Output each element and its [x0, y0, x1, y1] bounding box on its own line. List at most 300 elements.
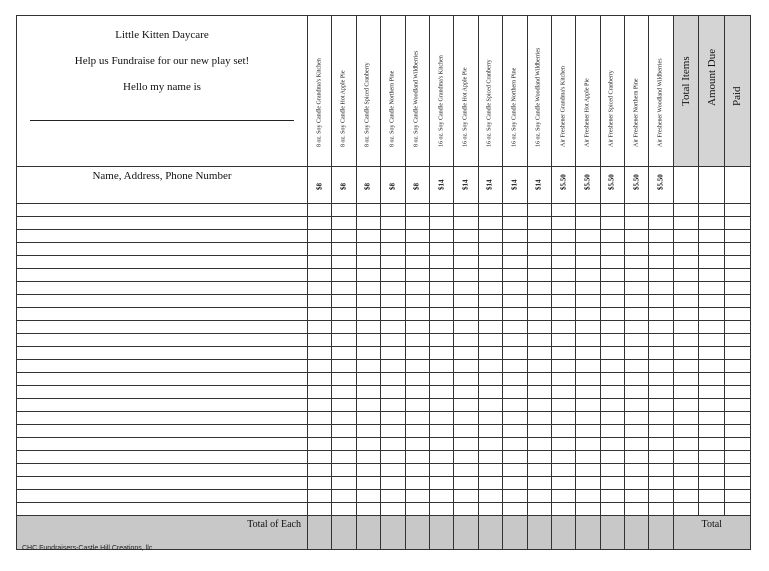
quantity-entry-cell[interactable]: [600, 490, 624, 503]
quantity-entry-cell[interactable]: [600, 425, 624, 438]
quantity-entry-cell[interactable]: [381, 321, 405, 334]
quantity-entry-cell[interactable]: [308, 321, 332, 334]
summary-blank-cell[interactable]: [673, 167, 699, 204]
quantity-entry-cell[interactable]: [308, 230, 332, 243]
quantity-entry-cell[interactable]: [527, 308, 551, 321]
quantity-entry-cell[interactable]: [625, 217, 649, 230]
quantity-entry-cell[interactable]: [649, 399, 673, 412]
quantity-entry-cell[interactable]: [527, 230, 551, 243]
quantity-entry-cell[interactable]: [429, 490, 453, 503]
quantity-entry-cell[interactable]: [332, 243, 356, 256]
quantity-entry-cell[interactable]: [551, 399, 575, 412]
quantity-entry-cell[interactable]: [625, 503, 649, 516]
quantity-entry-cell[interactable]: [429, 243, 453, 256]
quantity-entry-cell[interactable]: [381, 490, 405, 503]
customer-entry-cell[interactable]: [17, 269, 308, 282]
quantity-entry-cell[interactable]: [649, 386, 673, 399]
quantity-entry-cell[interactable]: [332, 438, 356, 451]
customer-entry-cell[interactable]: [17, 256, 308, 269]
quantity-entry-cell[interactable]: [503, 464, 527, 477]
quantity-entry-cell[interactable]: [503, 217, 527, 230]
quantity-entry-cell[interactable]: [600, 503, 624, 516]
quantity-entry-cell[interactable]: [503, 360, 527, 373]
quantity-entry-cell[interactable]: [454, 347, 478, 360]
quantity-entry-cell[interactable]: [527, 386, 551, 399]
quantity-entry-cell[interactable]: [725, 477, 751, 490]
quantity-entry-cell[interactable]: [625, 269, 649, 282]
quantity-entry-cell[interactable]: [356, 204, 380, 217]
quantity-entry-cell[interactable]: [503, 503, 527, 516]
quantity-entry-cell[interactable]: [527, 334, 551, 347]
quantity-entry-cell[interactable]: [625, 451, 649, 464]
quantity-entry-cell[interactable]: [405, 256, 429, 269]
quantity-entry-cell[interactable]: [405, 490, 429, 503]
quantity-entry-cell[interactable]: [478, 399, 502, 412]
quantity-entry-cell[interactable]: [625, 412, 649, 425]
quantity-entry-cell[interactable]: [332, 282, 356, 295]
quantity-entry-cell[interactable]: [576, 217, 600, 230]
quantity-entry-cell[interactable]: [649, 308, 673, 321]
customer-entry-cell[interactable]: [17, 360, 308, 373]
quantity-entry-cell[interactable]: [625, 256, 649, 269]
quantity-entry-cell[interactable]: [503, 347, 527, 360]
quantity-entry-cell[interactable]: [551, 269, 575, 282]
quantity-entry-cell[interactable]: [673, 347, 699, 360]
customer-entry-cell[interactable]: [17, 217, 308, 230]
quantity-entry-cell[interactable]: [356, 477, 380, 490]
quantity-entry-cell[interactable]: [725, 490, 751, 503]
quantity-entry-cell[interactable]: [699, 347, 725, 360]
quantity-entry-cell[interactable]: [699, 360, 725, 373]
quantity-entry-cell[interactable]: [600, 412, 624, 425]
product-total-cell[interactable]: [332, 516, 356, 550]
quantity-entry-cell[interactable]: [429, 321, 453, 334]
customer-entry-cell[interactable]: [17, 282, 308, 295]
quantity-entry-cell[interactable]: [725, 464, 751, 477]
quantity-entry-cell[interactable]: [405, 438, 429, 451]
quantity-entry-cell[interactable]: [673, 321, 699, 334]
quantity-entry-cell[interactable]: [405, 386, 429, 399]
quantity-entry-cell[interactable]: [527, 399, 551, 412]
quantity-entry-cell[interactable]: [725, 295, 751, 308]
product-total-cell[interactable]: [576, 516, 600, 550]
quantity-entry-cell[interactable]: [600, 334, 624, 347]
quantity-entry-cell[interactable]: [625, 334, 649, 347]
quantity-entry-cell[interactable]: [503, 256, 527, 269]
quantity-entry-cell[interactable]: [600, 386, 624, 399]
quantity-entry-cell[interactable]: [673, 425, 699, 438]
quantity-entry-cell[interactable]: [649, 217, 673, 230]
quantity-entry-cell[interactable]: [429, 295, 453, 308]
quantity-entry-cell[interactable]: [332, 269, 356, 282]
quantity-entry-cell[interactable]: [503, 295, 527, 308]
quantity-entry-cell[interactable]: [649, 490, 673, 503]
quantity-entry-cell[interactable]: [576, 360, 600, 373]
quantity-entry-cell[interactable]: [625, 230, 649, 243]
quantity-entry-cell[interactable]: [356, 217, 380, 230]
quantity-entry-cell[interactable]: [381, 477, 405, 490]
quantity-entry-cell[interactable]: [381, 451, 405, 464]
quantity-entry-cell[interactable]: [356, 360, 380, 373]
quantity-entry-cell[interactable]: [429, 412, 453, 425]
quantity-entry-cell[interactable]: [381, 243, 405, 256]
quantity-entry-cell[interactable]: [454, 477, 478, 490]
quantity-entry-cell[interactable]: [356, 399, 380, 412]
quantity-entry-cell[interactable]: [649, 321, 673, 334]
quantity-entry-cell[interactable]: [356, 347, 380, 360]
quantity-entry-cell[interactable]: [600, 321, 624, 334]
quantity-entry-cell[interactable]: [454, 295, 478, 308]
quantity-entry-cell[interactable]: [600, 347, 624, 360]
quantity-entry-cell[interactable]: [454, 464, 478, 477]
quantity-entry-cell[interactable]: [551, 438, 575, 451]
quantity-entry-cell[interactable]: [673, 438, 699, 451]
quantity-entry-cell[interactable]: [551, 425, 575, 438]
quantity-entry-cell[interactable]: [699, 308, 725, 321]
customer-entry-cell[interactable]: [17, 334, 308, 347]
quantity-entry-cell[interactable]: [673, 412, 699, 425]
quantity-entry-cell[interactable]: [429, 256, 453, 269]
quantity-entry-cell[interactable]: [649, 295, 673, 308]
quantity-entry-cell[interactable]: [478, 477, 502, 490]
quantity-entry-cell[interactable]: [308, 477, 332, 490]
quantity-entry-cell[interactable]: [649, 204, 673, 217]
quantity-entry-cell[interactable]: [503, 412, 527, 425]
quantity-entry-cell[interactable]: [454, 269, 478, 282]
quantity-entry-cell[interactable]: [381, 295, 405, 308]
quantity-entry-cell[interactable]: [332, 386, 356, 399]
quantity-entry-cell[interactable]: [551, 334, 575, 347]
quantity-entry-cell[interactable]: [356, 282, 380, 295]
customer-entry-cell[interactable]: [17, 425, 308, 438]
customer-entry-cell[interactable]: [17, 451, 308, 464]
quantity-entry-cell[interactable]: [673, 360, 699, 373]
quantity-entry-cell[interactable]: [699, 386, 725, 399]
quantity-entry-cell[interactable]: [308, 269, 332, 282]
quantity-entry-cell[interactable]: [478, 464, 502, 477]
quantity-entry-cell[interactable]: [649, 373, 673, 386]
quantity-entry-cell[interactable]: [600, 438, 624, 451]
quantity-entry-cell[interactable]: [673, 269, 699, 282]
quantity-entry-cell[interactable]: [478, 373, 502, 386]
customer-entry-cell[interactable]: [17, 204, 308, 217]
quantity-entry-cell[interactable]: [673, 334, 699, 347]
quantity-entry-cell[interactable]: [454, 425, 478, 438]
quantity-entry-cell[interactable]: [527, 477, 551, 490]
quantity-entry-cell[interactable]: [649, 360, 673, 373]
quantity-entry-cell[interactable]: [699, 282, 725, 295]
quantity-entry-cell[interactable]: [725, 399, 751, 412]
summary-blank-cell[interactable]: [725, 167, 751, 204]
quantity-entry-cell[interactable]: [356, 269, 380, 282]
product-total-cell[interactable]: [356, 516, 380, 550]
quantity-entry-cell[interactable]: [429, 204, 453, 217]
quantity-entry-cell[interactable]: [551, 230, 575, 243]
quantity-entry-cell[interactable]: [725, 321, 751, 334]
quantity-entry-cell[interactable]: [625, 425, 649, 438]
quantity-entry-cell[interactable]: [405, 347, 429, 360]
quantity-entry-cell[interactable]: [649, 425, 673, 438]
quantity-entry-cell[interactable]: [332, 503, 356, 516]
quantity-entry-cell[interactable]: [405, 217, 429, 230]
quantity-entry-cell[interactable]: [551, 243, 575, 256]
quantity-entry-cell[interactable]: [699, 399, 725, 412]
quantity-entry-cell[interactable]: [725, 282, 751, 295]
quantity-entry-cell[interactable]: [600, 477, 624, 490]
quantity-entry-cell[interactable]: [381, 399, 405, 412]
quantity-entry-cell[interactable]: [649, 269, 673, 282]
quantity-entry-cell[interactable]: [429, 360, 453, 373]
quantity-entry-cell[interactable]: [356, 438, 380, 451]
quantity-entry-cell[interactable]: [405, 230, 429, 243]
quantity-entry-cell[interactable]: [478, 204, 502, 217]
quantity-entry-cell[interactable]: [332, 217, 356, 230]
quantity-entry-cell[interactable]: [600, 373, 624, 386]
quantity-entry-cell[interactable]: [356, 321, 380, 334]
quantity-entry-cell[interactable]: [454, 230, 478, 243]
quantity-entry-cell[interactable]: [527, 451, 551, 464]
quantity-entry-cell[interactable]: [551, 295, 575, 308]
quantity-entry-cell[interactable]: [503, 451, 527, 464]
quantity-entry-cell[interactable]: [527, 295, 551, 308]
quantity-entry-cell[interactable]: [551, 282, 575, 295]
quantity-entry-cell[interactable]: [699, 243, 725, 256]
quantity-entry-cell[interactable]: [405, 308, 429, 321]
quantity-entry-cell[interactable]: [673, 243, 699, 256]
quantity-entry-cell[interactable]: [725, 503, 751, 516]
customer-entry-cell[interactable]: [17, 399, 308, 412]
quantity-entry-cell[interactable]: [527, 321, 551, 334]
quantity-entry-cell[interactable]: [625, 308, 649, 321]
quantity-entry-cell[interactable]: [503, 321, 527, 334]
quantity-entry-cell[interactable]: [503, 243, 527, 256]
quantity-entry-cell[interactable]: [405, 269, 429, 282]
quantity-entry-cell[interactable]: [478, 308, 502, 321]
quantity-entry-cell[interactable]: [527, 243, 551, 256]
quantity-entry-cell[interactable]: [600, 464, 624, 477]
quantity-entry-cell[interactable]: [600, 451, 624, 464]
quantity-entry-cell[interactable]: [576, 230, 600, 243]
quantity-entry-cell[interactable]: [454, 360, 478, 373]
quantity-entry-cell[interactable]: [405, 451, 429, 464]
quantity-entry-cell[interactable]: [503, 373, 527, 386]
quantity-entry-cell[interactable]: [699, 230, 725, 243]
quantity-entry-cell[interactable]: [625, 243, 649, 256]
quantity-entry-cell[interactable]: [405, 464, 429, 477]
quantity-entry-cell[interactable]: [576, 347, 600, 360]
quantity-entry-cell[interactable]: [600, 282, 624, 295]
quantity-entry-cell[interactable]: [576, 256, 600, 269]
quantity-entry-cell[interactable]: [725, 438, 751, 451]
quantity-entry-cell[interactable]: [649, 464, 673, 477]
quantity-entry-cell[interactable]: [454, 308, 478, 321]
quantity-entry-cell[interactable]: [308, 464, 332, 477]
quantity-entry-cell[interactable]: [405, 399, 429, 412]
quantity-entry-cell[interactable]: [308, 373, 332, 386]
quantity-entry-cell[interactable]: [356, 308, 380, 321]
quantity-entry-cell[interactable]: [649, 256, 673, 269]
quantity-entry-cell[interactable]: [332, 490, 356, 503]
quantity-entry-cell[interactable]: [454, 503, 478, 516]
quantity-entry-cell[interactable]: [308, 282, 332, 295]
quantity-entry-cell[interactable]: [527, 217, 551, 230]
quantity-entry-cell[interactable]: [725, 308, 751, 321]
quantity-entry-cell[interactable]: [332, 295, 356, 308]
quantity-entry-cell[interactable]: [405, 503, 429, 516]
quantity-entry-cell[interactable]: [625, 204, 649, 217]
quantity-entry-cell[interactable]: [625, 373, 649, 386]
quantity-entry-cell[interactable]: [576, 282, 600, 295]
quantity-entry-cell[interactable]: [356, 451, 380, 464]
quantity-entry-cell[interactable]: [405, 334, 429, 347]
quantity-entry-cell[interactable]: [503, 269, 527, 282]
quantity-entry-cell[interactable]: [332, 204, 356, 217]
quantity-entry-cell[interactable]: [673, 295, 699, 308]
quantity-entry-cell[interactable]: [405, 282, 429, 295]
quantity-entry-cell[interactable]: [527, 425, 551, 438]
quantity-entry-cell[interactable]: [625, 360, 649, 373]
quantity-entry-cell[interactable]: [405, 360, 429, 373]
quantity-entry-cell[interactable]: [381, 282, 405, 295]
quantity-entry-cell[interactable]: [576, 464, 600, 477]
quantity-entry-cell[interactable]: [649, 282, 673, 295]
quantity-entry-cell[interactable]: [356, 256, 380, 269]
quantity-entry-cell[interactable]: [429, 308, 453, 321]
quantity-entry-cell[interactable]: [699, 295, 725, 308]
quantity-entry-cell[interactable]: [405, 204, 429, 217]
quantity-entry-cell[interactable]: [600, 360, 624, 373]
quantity-entry-cell[interactable]: [356, 230, 380, 243]
quantity-entry-cell[interactable]: [454, 204, 478, 217]
quantity-entry-cell[interactable]: [308, 347, 332, 360]
quantity-entry-cell[interactable]: [625, 477, 649, 490]
customer-entry-cell[interactable]: [17, 308, 308, 321]
product-total-cell[interactable]: [600, 516, 624, 550]
quantity-entry-cell[interactable]: [356, 490, 380, 503]
quantity-entry-cell[interactable]: [576, 503, 600, 516]
quantity-entry-cell[interactable]: [503, 477, 527, 490]
quantity-entry-cell[interactable]: [332, 347, 356, 360]
quantity-entry-cell[interactable]: [478, 347, 502, 360]
quantity-entry-cell[interactable]: [308, 256, 332, 269]
quantity-entry-cell[interactable]: [429, 217, 453, 230]
customer-entry-cell[interactable]: [17, 347, 308, 360]
customer-entry-cell[interactable]: [17, 295, 308, 308]
quantity-entry-cell[interactable]: [308, 295, 332, 308]
quantity-entry-cell[interactable]: [551, 360, 575, 373]
quantity-entry-cell[interactable]: [699, 204, 725, 217]
quantity-entry-cell[interactable]: [356, 386, 380, 399]
quantity-entry-cell[interactable]: [673, 308, 699, 321]
quantity-entry-cell[interactable]: [332, 321, 356, 334]
quantity-entry-cell[interactable]: [625, 386, 649, 399]
quantity-entry-cell[interactable]: [699, 425, 725, 438]
product-total-cell[interactable]: [503, 516, 527, 550]
quantity-entry-cell[interactable]: [649, 412, 673, 425]
customer-entry-cell[interactable]: [17, 490, 308, 503]
product-total-cell[interactable]: [478, 516, 502, 550]
name-blank-line[interactable]: [30, 120, 294, 121]
quantity-entry-cell[interactable]: [625, 347, 649, 360]
quantity-entry-cell[interactable]: [600, 243, 624, 256]
quantity-entry-cell[interactable]: [673, 230, 699, 243]
quantity-entry-cell[interactable]: [308, 360, 332, 373]
quantity-entry-cell[interactable]: [332, 334, 356, 347]
quantity-entry-cell[interactable]: [725, 360, 751, 373]
quantity-entry-cell[interactable]: [429, 438, 453, 451]
quantity-entry-cell[interactable]: [478, 243, 502, 256]
quantity-entry-cell[interactable]: [625, 399, 649, 412]
quantity-entry-cell[interactable]: [332, 464, 356, 477]
customer-entry-cell[interactable]: [17, 386, 308, 399]
quantity-entry-cell[interactable]: [527, 490, 551, 503]
quantity-entry-cell[interactable]: [308, 243, 332, 256]
quantity-entry-cell[interactable]: [600, 308, 624, 321]
quantity-entry-cell[interactable]: [699, 334, 725, 347]
quantity-entry-cell[interactable]: [699, 451, 725, 464]
quantity-entry-cell[interactable]: [527, 412, 551, 425]
quantity-entry-cell[interactable]: [725, 243, 751, 256]
quantity-entry-cell[interactable]: [429, 425, 453, 438]
quantity-entry-cell[interactable]: [454, 386, 478, 399]
product-total-cell[interactable]: [527, 516, 551, 550]
quantity-entry-cell[interactable]: [649, 334, 673, 347]
quantity-entry-cell[interactable]: [381, 438, 405, 451]
quantity-entry-cell[interactable]: [551, 503, 575, 516]
quantity-entry-cell[interactable]: [527, 373, 551, 386]
quantity-entry-cell[interactable]: [478, 256, 502, 269]
quantity-entry-cell[interactable]: [454, 243, 478, 256]
product-total-cell[interactable]: [429, 516, 453, 550]
quantity-entry-cell[interactable]: [600, 217, 624, 230]
quantity-entry-cell[interactable]: [381, 425, 405, 438]
quantity-entry-cell[interactable]: [551, 412, 575, 425]
quantity-entry-cell[interactable]: [454, 256, 478, 269]
quantity-entry-cell[interactable]: [551, 204, 575, 217]
quantity-entry-cell[interactable]: [725, 451, 751, 464]
quantity-entry-cell[interactable]: [725, 269, 751, 282]
quantity-entry-cell[interactable]: [576, 308, 600, 321]
quantity-entry-cell[interactable]: [527, 347, 551, 360]
quantity-entry-cell[interactable]: [625, 321, 649, 334]
product-total-cell[interactable]: [381, 516, 405, 550]
quantity-entry-cell[interactable]: [600, 230, 624, 243]
summary-blank-cell[interactable]: [699, 167, 725, 204]
quantity-entry-cell[interactable]: [503, 204, 527, 217]
quantity-entry-cell[interactable]: [454, 490, 478, 503]
quantity-entry-cell[interactable]: [478, 425, 502, 438]
quantity-entry-cell[interactable]: [699, 256, 725, 269]
quantity-entry-cell[interactable]: [332, 412, 356, 425]
quantity-entry-cell[interactable]: [527, 438, 551, 451]
quantity-entry-cell[interactable]: [356, 373, 380, 386]
quantity-entry-cell[interactable]: [381, 347, 405, 360]
quantity-entry-cell[interactable]: [527, 360, 551, 373]
quantity-entry-cell[interactable]: [478, 230, 502, 243]
quantity-entry-cell[interactable]: [551, 217, 575, 230]
quantity-entry-cell[interactable]: [503, 308, 527, 321]
product-total-cell[interactable]: [551, 516, 575, 550]
quantity-entry-cell[interactable]: [332, 308, 356, 321]
quantity-entry-cell[interactable]: [725, 334, 751, 347]
quantity-entry-cell[interactable]: [381, 386, 405, 399]
quantity-entry-cell[interactable]: [478, 451, 502, 464]
quantity-entry-cell[interactable]: [332, 477, 356, 490]
quantity-entry-cell[interactable]: [699, 321, 725, 334]
quantity-entry-cell[interactable]: [332, 373, 356, 386]
quantity-entry-cell[interactable]: [356, 503, 380, 516]
quantity-entry-cell[interactable]: [381, 256, 405, 269]
